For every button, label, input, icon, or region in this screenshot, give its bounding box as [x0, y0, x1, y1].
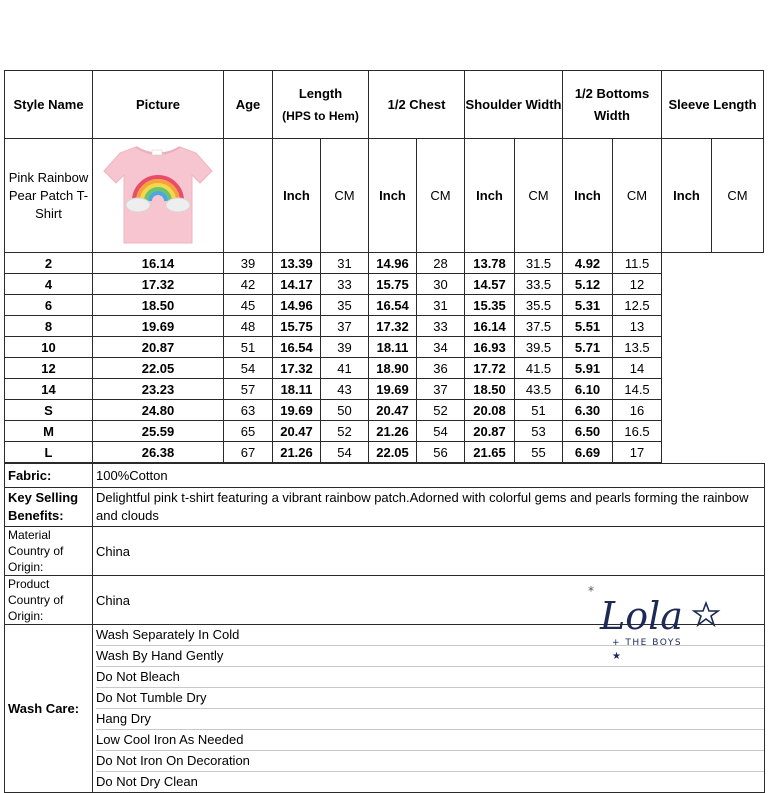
cell-sl-cm: 14 — [613, 358, 662, 379]
cell-sh-cm: 33 — [417, 316, 465, 337]
cell-sl-cm: 12 — [613, 274, 662, 295]
cell-len-cm: 54 — [224, 358, 273, 379]
cell-chest-in: 14.17 — [273, 274, 321, 295]
benefits-label: Key Selling Benefits: — [5, 488, 93, 527]
cell-sh-cm: 31 — [417, 295, 465, 316]
cell-sh-in: 19.69 — [369, 379, 417, 400]
cell-chest-in: 15.75 — [273, 316, 321, 337]
cell-sl-in: 5.91 — [563, 358, 613, 379]
cell-sl-in: 5.12 — [563, 274, 613, 295]
cell-len-cm: 67 — [224, 442, 273, 463]
cell-chest-cm: 37 — [321, 316, 369, 337]
fabric-value: 100%Cotton — [93, 464, 765, 488]
cell-bot-cm: 31.5 — [515, 253, 563, 274]
cell-bot-cm: 35.5 — [515, 295, 563, 316]
cell-chest-in: 17.32 — [273, 358, 321, 379]
header-age: Age — [224, 71, 273, 139]
size-row — [5, 400, 764, 421]
cell-sl-cm: 16.5 — [613, 421, 662, 442]
cell-chest-cm: 52 — [321, 421, 369, 442]
unit-chest-inch: Inch — [369, 139, 417, 253]
header-bottoms: 1/2 Bottoms Width — [563, 71, 662, 139]
wash-care-item: Do Not Bleach — [96, 667, 764, 688]
cell-sl-in: 5.51 — [563, 316, 613, 337]
size-row — [5, 295, 764, 316]
cell-sh-in: 21.26 — [369, 421, 417, 442]
wash-care-item: Do Not Dry Clean — [96, 774, 198, 789]
cell-sl-cm: 17 — [613, 442, 662, 463]
cell-len-cm: 57 — [224, 379, 273, 400]
lola-logo-graphic — [584, 583, 724, 663]
cell-chest-cm: 33 — [321, 274, 369, 295]
cell-chest-cm: 50 — [321, 400, 369, 421]
product-picture-cell — [93, 139, 224, 253]
unit-chest-cm: CM — [417, 139, 465, 253]
size-row — [5, 253, 764, 274]
cell-sl-cm: 13.5 — [613, 337, 662, 358]
cell-len-in: 24.80 — [93, 400, 224, 421]
age-unit-blank — [224, 139, 273, 253]
material-origin-row — [5, 527, 765, 576]
cell-sl-in: 6.69 — [563, 442, 613, 463]
cell-len-in: 16.14 — [93, 253, 224, 274]
cell-sh-cm: 56 — [417, 442, 465, 463]
unit-length-cm: CM — [321, 139, 369, 253]
style-name-cell: Pink Rainbow Pear Patch T-Shirt — [5, 139, 93, 253]
cell-bot-in: 14.57 — [465, 274, 515, 295]
cell-sh-cm: 28 — [417, 253, 465, 274]
cell-bot-in: 13.78 — [465, 253, 515, 274]
size-table — [4, 70, 764, 463]
wash-care-item: Low Cool Iron As Needed — [96, 730, 764, 751]
cell-len-in: 19.69 — [93, 316, 224, 337]
cell-bot-cm: 39.5 — [515, 337, 563, 358]
cell-bot-in: 18.50 — [465, 379, 515, 400]
svg-text:+ THE BOYS: + THE BOYS — [612, 638, 683, 648]
wash-care-label: Wash Care: — [5, 625, 93, 793]
cell-age: 12 — [5, 358, 93, 379]
cell-age: 4 — [5, 274, 93, 295]
cell-sh-cm: 54 — [417, 421, 465, 442]
wash-care-item: Hang Dry — [96, 709, 764, 730]
cell-sh-in: 15.75 — [369, 274, 417, 295]
size-row — [5, 316, 764, 337]
cell-sh-in: 22.05 — [369, 442, 417, 463]
size-row — [5, 442, 764, 463]
cell-sl-cm: 14.5 — [613, 379, 662, 400]
size-row — [5, 358, 764, 379]
cell-bot-in: 15.35 — [465, 295, 515, 316]
benefits-row — [5, 488, 765, 527]
product-origin-value: China — [93, 576, 765, 625]
cell-sh-in: 18.11 — [369, 337, 417, 358]
cell-sh-cm: 30 — [417, 274, 465, 295]
cell-chest-in: 18.11 — [273, 379, 321, 400]
cell-chest-in: 20.47 — [273, 421, 321, 442]
cell-len-in: 17.32 — [93, 274, 224, 295]
unit-bottoms-inch: Inch — [563, 139, 613, 253]
cell-bot-cm: 33.5 — [515, 274, 563, 295]
cell-sl-in: 5.31 — [563, 295, 613, 316]
cell-sl-in: 6.10 — [563, 379, 613, 400]
cell-age: 10 — [5, 337, 93, 358]
cell-chest-cm: 54 — [321, 442, 369, 463]
cell-sl-cm: 16 — [613, 400, 662, 421]
cell-sh-in: 18.90 — [369, 358, 417, 379]
cell-sl-cm: 11.5 — [613, 253, 662, 274]
cell-len-in: 26.38 — [93, 442, 224, 463]
cell-sl-in: 4.92 — [563, 253, 613, 274]
cell-sl-cm: 12.5 — [613, 295, 662, 316]
cell-sh-in: 20.47 — [369, 400, 417, 421]
cell-sl-in: 6.30 — [563, 400, 613, 421]
cell-age: S — [5, 400, 93, 421]
cell-len-in: 22.05 — [93, 358, 224, 379]
header-length-label: Length — [298, 85, 343, 101]
header-picture: Picture — [93, 71, 224, 139]
unit-sleeve-cm: CM — [712, 139, 764, 253]
unit-sleeve-inch: Inch — [662, 139, 712, 253]
cell-bot-in: 17.72 — [465, 358, 515, 379]
cell-len-cm: 65 — [224, 421, 273, 442]
lola-logo — [584, 583, 724, 663]
cell-bot-in: 16.14 — [465, 316, 515, 337]
svg-text:*: * — [588, 584, 594, 598]
cell-chest-cm: 41 — [321, 358, 369, 379]
cell-sh-in: 17.32 — [369, 316, 417, 337]
cell-len-in: 23.23 — [93, 379, 224, 400]
cell-sh-cm: 36 — [417, 358, 465, 379]
material-origin-value: China — [93, 527, 765, 576]
cell-chest-in: 19.69 — [273, 400, 321, 421]
header-sleeve: Sleeve Length — [662, 71, 764, 139]
cell-bot-cm: 55 — [515, 442, 563, 463]
cell-age: 14 — [5, 379, 93, 400]
size-row — [5, 421, 764, 442]
cell-sh-cm: 52 — [417, 400, 465, 421]
cell-bot-in: 21.65 — [465, 442, 515, 463]
header-length-note: (HPS to Hem) — [282, 108, 359, 123]
cell-chest-in: 16.54 — [273, 337, 321, 358]
cell-sl-in: 5.71 — [563, 337, 613, 358]
cell-len-in: 20.87 — [93, 337, 224, 358]
cell-len-cm: 63 — [224, 400, 273, 421]
wash-care-item: Do Not Iron On Decoration — [96, 751, 764, 772]
header-chest: 1/2 Chest — [369, 71, 465, 139]
cell-age: 2 — [5, 253, 93, 274]
cell-len-cm: 39 — [224, 253, 273, 274]
cell-age: 6 — [5, 295, 93, 316]
cell-sl-cm: 13 — [613, 316, 662, 337]
cell-chest-cm: 39 — [321, 337, 369, 358]
cell-chest-cm: 35 — [321, 295, 369, 316]
cell-len-in: 25.59 — [93, 421, 224, 442]
cell-chest-cm: 31 — [321, 253, 369, 274]
svg-text:Lola: Lola — [600, 594, 683, 638]
unit-row — [5, 139, 764, 253]
fabric-label: Fabric: — [5, 464, 93, 488]
material-origin-label: Material Country of Origin: — [5, 527, 93, 576]
pink-tshirt-image — [98, 139, 218, 249]
cell-bot-cm: 43.5 — [515, 379, 563, 400]
cell-bot-in: 20.87 — [465, 421, 515, 442]
header-row — [5, 71, 764, 139]
header-shoulder: Shoulder Width — [465, 71, 563, 139]
svg-text:★: ★ — [612, 651, 621, 662]
cell-bot-in: 20.08 — [465, 400, 515, 421]
cell-bot-cm: 41.5 — [515, 358, 563, 379]
unit-shoulder-inch: Inch — [465, 139, 515, 253]
cell-sh-in: 14.96 — [369, 253, 417, 274]
cell-len-cm: 51 — [224, 337, 273, 358]
cell-chest-in: 13.39 — [273, 253, 321, 274]
cell-chest-in: 14.96 — [273, 295, 321, 316]
cell-chest-cm: 43 — [321, 379, 369, 400]
cell-age: M — [5, 421, 93, 442]
cell-age: L — [5, 442, 93, 463]
cell-bot-in: 16.93 — [465, 337, 515, 358]
cell-bot-cm: 53 — [515, 421, 563, 442]
benefits-value: Delightful pink t-shirt featuring a vibrant rainbow patch.Adorned with colorful gems and pearls forming the rainbow and clouds — [93, 488, 765, 527]
size-row — [5, 379, 764, 400]
wash-care-item: Wash Separately In Cold — [96, 625, 764, 646]
cell-len-cm: 42 — [224, 274, 273, 295]
unit-shoulder-cm: CM — [515, 139, 563, 253]
cell-sh-in: 16.54 — [369, 295, 417, 316]
cell-len-in: 18.50 — [93, 295, 224, 316]
unit-bottoms-cm: CM — [613, 139, 662, 253]
size-row — [5, 337, 764, 358]
header-style-name: Style Name — [5, 71, 93, 139]
cell-bot-cm: 51 — [515, 400, 563, 421]
wash-care-item: Do Not Tumble Dry — [96, 688, 764, 709]
cell-sh-cm: 37 — [417, 379, 465, 400]
cell-len-cm: 48 — [224, 316, 273, 337]
cell-age: 8 — [5, 316, 93, 337]
fabric-row — [5, 464, 765, 488]
header-length — [273, 71, 369, 139]
size-row — [5, 274, 764, 295]
cell-chest-in: 21.26 — [273, 442, 321, 463]
cell-sh-cm: 34 — [417, 337, 465, 358]
product-origin-label: Product Country of Origin: — [5, 576, 93, 625]
cell-len-cm: 45 — [224, 295, 273, 316]
unit-length-inch: Inch — [273, 139, 321, 253]
cell-sl-in: 6.50 — [563, 421, 613, 442]
wash-care-item: Wash By Hand Gently — [96, 646, 764, 667]
cell-bot-cm: 37.5 — [515, 316, 563, 337]
